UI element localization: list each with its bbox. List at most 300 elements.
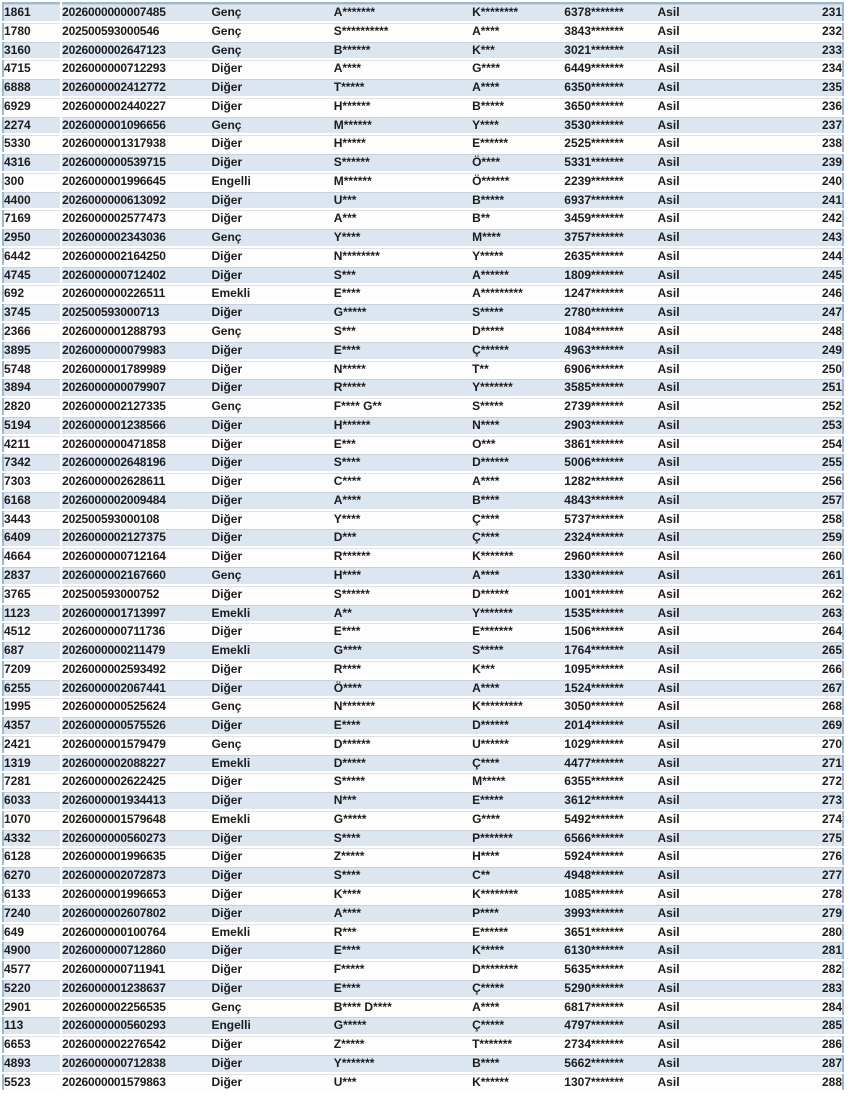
cell-last-name-masked: B**** — [472, 491, 564, 510]
cell-result-status: Asil — [658, 979, 743, 998]
cell-application-number: 2026000000226511 — [61, 284, 211, 303]
cell-result-status: Asil — [658, 472, 743, 491]
cell-draw-order: 263 — [743, 604, 843, 623]
cell-category: Emekli — [211, 641, 333, 660]
cell-queue-number: 4512 — [3, 622, 61, 641]
cell-category: Genç — [211, 322, 333, 341]
cell-first-name-masked: S*** — [334, 322, 472, 341]
cell-result-status: Asil — [658, 1035, 743, 1054]
cell-queue-number: 300 — [3, 172, 61, 191]
cell-id-number-masked: 2903******* — [564, 416, 657, 435]
cell-result-status: Asil — [658, 453, 743, 472]
cell-queue-number: 6409 — [3, 528, 61, 547]
table-row — [3, 697, 843, 716]
cell-application-number: 2026000002577473 — [61, 209, 211, 228]
cell-queue-number: 113 — [3, 1016, 61, 1035]
cell-result-status: Asil — [658, 3, 743, 22]
cell-first-name-masked: G***** — [334, 1016, 472, 1035]
cell-queue-number: 7240 — [3, 904, 61, 923]
cell-first-name-masked: A**** — [334, 59, 472, 78]
cell-result-status: Asil — [658, 960, 743, 979]
cell-first-name-masked: U*** — [334, 1073, 472, 1092]
cell-category: Diğer — [211, 416, 333, 435]
cell-first-name-masked: Z***** — [334, 1035, 472, 1054]
cell-queue-number: 2820 — [3, 397, 61, 416]
cell-category: Diğer — [211, 1054, 333, 1073]
cell-result-status: Asil — [658, 810, 743, 829]
cell-queue-number: 4332 — [3, 829, 61, 848]
cell-first-name-masked: H****** — [334, 97, 472, 116]
cell-category: Diğer — [211, 59, 333, 78]
cell-result-status: Asil — [658, 247, 743, 266]
cell-last-name-masked: K******** — [472, 885, 564, 904]
cell-application-number: 2026000002628611 — [61, 472, 211, 491]
cell-category: Genç — [211, 998, 333, 1017]
cell-result-status: Asil — [658, 585, 743, 604]
cell-category: Emekli — [211, 284, 333, 303]
table-row — [3, 1035, 843, 1054]
cell-draw-order: 252 — [743, 397, 843, 416]
cell-first-name-masked: N*** — [334, 791, 472, 810]
cell-queue-number: 4900 — [3, 941, 61, 960]
table-row — [3, 847, 843, 866]
cell-last-name-masked: E******* — [472, 622, 564, 641]
cell-last-name-masked: C** — [472, 866, 564, 885]
cell-result-status: Asil — [658, 172, 743, 191]
cell-category: Diğer — [211, 528, 333, 547]
cell-queue-number: 4893 — [3, 1054, 61, 1073]
cell-id-number-masked: 5331******* — [564, 153, 657, 172]
cell-draw-order: 237 — [743, 116, 843, 135]
cell-category: Genç — [211, 735, 333, 754]
cell-last-name-masked: G**** — [472, 59, 564, 78]
cell-id-number-masked: 3993******* — [564, 904, 657, 923]
cell-last-name-masked: Ç***** — [472, 979, 564, 998]
cell-last-name-masked: N**** — [472, 416, 564, 435]
table-row — [3, 923, 843, 942]
cell-result-status: Asil — [658, 116, 743, 135]
cell-application-number: 202500593000752 — [61, 585, 211, 604]
cell-first-name-masked: R**** — [334, 660, 472, 679]
cell-id-number-masked: 3651******* — [564, 923, 657, 942]
cell-draw-order: 256 — [743, 472, 843, 491]
table-row — [3, 416, 843, 435]
cell-queue-number: 1861 — [3, 3, 61, 22]
cell-last-name-masked: E***** — [472, 791, 564, 810]
cell-id-number-masked: 3530******* — [564, 116, 657, 135]
cell-first-name-masked: B****** — [334, 41, 472, 60]
cell-category: Diğer — [211, 716, 333, 735]
table-row — [3, 604, 843, 623]
cell-id-number-masked: 1524******* — [564, 679, 657, 698]
cell-category: Emekli — [211, 754, 333, 773]
cell-last-name-masked: B***** — [472, 97, 564, 116]
cell-draw-order: 257 — [743, 491, 843, 510]
cell-draw-order: 274 — [743, 810, 843, 829]
cell-id-number-masked: 6937******* — [564, 191, 657, 210]
cell-application-number: 2026000002167660 — [61, 566, 211, 585]
cell-category: Diğer — [211, 510, 333, 529]
cell-draw-order: 271 — [743, 754, 843, 773]
table-row — [3, 266, 843, 285]
cell-id-number-masked: 4843******* — [564, 491, 657, 510]
cell-first-name-masked: E**** — [334, 284, 472, 303]
cell-category: Diğer — [211, 679, 333, 698]
cell-first-name-masked: Y**** — [334, 510, 472, 529]
cell-first-name-masked: K**** — [334, 885, 472, 904]
cell-id-number-masked: 1809******* — [564, 266, 657, 285]
cell-id-number-masked: 6906******* — [564, 360, 657, 379]
cell-result-status: Asil — [658, 735, 743, 754]
cell-category: Genç — [211, 41, 333, 60]
table-row — [3, 979, 843, 998]
cell-id-number-masked: 5006******* — [564, 453, 657, 472]
cell-application-number: 2026000002009484 — [61, 491, 211, 510]
cell-id-number-masked: 6130******* — [564, 941, 657, 960]
table-row — [3, 566, 843, 585]
cell-draw-order: 267 — [743, 679, 843, 698]
cell-last-name-masked: Ç****** — [472, 341, 564, 360]
cell-queue-number: 6133 — [3, 885, 61, 904]
cell-id-number-masked: 2780******* — [564, 303, 657, 322]
cell-id-number-masked: 1084******* — [564, 322, 657, 341]
table-row — [3, 341, 843, 360]
cell-last-name-masked: A********* — [472, 284, 564, 303]
cell-category: Genç — [211, 228, 333, 247]
cell-id-number-masked: 5737******* — [564, 510, 657, 529]
cell-category: Diğer — [211, 360, 333, 379]
cell-first-name-masked: F**** G** — [334, 397, 472, 416]
cell-application-number: 2026000001288793 — [61, 322, 211, 341]
cell-queue-number: 5220 — [3, 979, 61, 998]
cell-draw-order: 269 — [743, 716, 843, 735]
cell-first-name-masked: Y******* — [334, 1054, 472, 1073]
cell-application-number: 2026000000560293 — [61, 1016, 211, 1035]
cell-draw-order: 261 — [743, 566, 843, 585]
cell-result-status: Asil — [658, 847, 743, 866]
cell-id-number-masked: 2635******* — [564, 247, 657, 266]
table-row — [3, 78, 843, 97]
table-row — [3, 904, 843, 923]
cell-application-number: 2026000002343036 — [61, 228, 211, 247]
cell-first-name-masked: G***** — [334, 303, 472, 322]
cell-queue-number: 3895 — [3, 341, 61, 360]
cell-queue-number: 1070 — [3, 810, 61, 829]
cell-category: Diğer — [211, 979, 333, 998]
cell-application-number: 2026000001238566 — [61, 416, 211, 435]
cell-queue-number: 4400 — [3, 191, 61, 210]
table-row — [3, 322, 843, 341]
cell-application-number: 2026000000712293 — [61, 59, 211, 78]
cell-last-name-masked: K****** — [472, 1073, 564, 1092]
cell-category: Diğer — [211, 209, 333, 228]
cell-last-name-masked: K******* — [472, 547, 564, 566]
cell-result-status: Asil — [658, 660, 743, 679]
table-row — [3, 810, 843, 829]
cell-id-number-masked: 2739******* — [564, 397, 657, 416]
cell-application-number: 2026000001713997 — [61, 604, 211, 623]
cell-last-name-masked: S***** — [472, 303, 564, 322]
cell-category: Diğer — [211, 904, 333, 923]
cell-draw-order: 258 — [743, 510, 843, 529]
cell-id-number-masked: 2324******* — [564, 528, 657, 547]
cell-draw-order: 242 — [743, 209, 843, 228]
cell-first-name-masked: R****** — [334, 547, 472, 566]
cell-queue-number: 2837 — [3, 566, 61, 585]
cell-id-number-masked: 2525******* — [564, 134, 657, 153]
cell-queue-number: 7281 — [3, 772, 61, 791]
cell-id-number-masked: 5924******* — [564, 847, 657, 866]
cell-last-name-masked: Ö****** — [472, 172, 564, 191]
table-row — [3, 191, 843, 210]
cell-draw-order: 270 — [743, 735, 843, 754]
cell-queue-number: 1319 — [3, 754, 61, 773]
cell-draw-order: 276 — [743, 847, 843, 866]
cell-draw-order: 268 — [743, 697, 843, 716]
cell-queue-number: 6929 — [3, 97, 61, 116]
cell-last-name-masked: K*** — [472, 660, 564, 679]
cell-draw-order: 281 — [743, 941, 843, 960]
cell-id-number-masked: 6449******* — [564, 59, 657, 78]
cell-id-number-masked: 2734******* — [564, 1035, 657, 1054]
table-row — [3, 829, 843, 848]
cell-draw-order: 232 — [743, 22, 843, 41]
cell-application-number: 2026000002607802 — [61, 904, 211, 923]
cell-application-number: 2026000002622425 — [61, 772, 211, 791]
cell-first-name-masked: S********** — [334, 22, 472, 41]
cell-first-name-masked: G**** — [334, 641, 472, 660]
cell-application-number: 202500593000713 — [61, 303, 211, 322]
cell-result-status: Asil — [658, 435, 743, 454]
cell-category: Diğer — [211, 1035, 333, 1054]
cell-draw-order: 241 — [743, 191, 843, 210]
cell-id-number-masked: 4963******* — [564, 341, 657, 360]
cell-application-number: 2026000002127335 — [61, 397, 211, 416]
cell-last-name-masked: S***** — [472, 641, 564, 660]
cell-result-status: Asil — [658, 528, 743, 547]
results-table-body — [3, 3, 843, 1091]
table-row — [3, 885, 843, 904]
cell-category: Diğer — [211, 378, 333, 397]
cell-category: Diğer — [211, 1073, 333, 1092]
cell-last-name-masked: O*** — [472, 435, 564, 454]
cell-first-name-masked: H**** — [334, 566, 472, 585]
cell-result-status: Asil — [658, 1016, 743, 1035]
table-row — [3, 472, 843, 491]
cell-queue-number: 4715 — [3, 59, 61, 78]
table-row — [3, 998, 843, 1017]
cell-queue-number: 3894 — [3, 378, 61, 397]
cell-result-status: Asil — [658, 510, 743, 529]
cell-queue-number: 6033 — [3, 791, 61, 810]
cell-draw-order: 272 — [743, 772, 843, 791]
cell-first-name-masked: A**** — [334, 491, 472, 510]
table-row — [3, 772, 843, 791]
cell-queue-number: 5194 — [3, 416, 61, 435]
cell-draw-order: 240 — [743, 172, 843, 191]
cell-category: Diğer — [211, 585, 333, 604]
cell-first-name-masked: T***** — [334, 78, 472, 97]
cell-category: Emekli — [211, 604, 333, 623]
cell-last-name-masked: T** — [472, 360, 564, 379]
cell-draw-order: 238 — [743, 134, 843, 153]
cell-id-number-masked: 5662******* — [564, 1054, 657, 1073]
cell-result-status: Asil — [658, 191, 743, 210]
cell-application-number: 2026000001579479 — [61, 735, 211, 754]
table-row — [3, 941, 843, 960]
cell-result-status: Asil — [658, 97, 743, 116]
cell-result-status: Asil — [658, 59, 743, 78]
cell-draw-order: 287 — [743, 1054, 843, 1073]
cell-application-number: 2026000002067441 — [61, 679, 211, 698]
cell-id-number-masked: 3843******* — [564, 22, 657, 41]
cell-last-name-masked: D***** — [472, 322, 564, 341]
cell-first-name-masked: S**** — [334, 866, 472, 885]
cell-draw-order: 283 — [743, 979, 843, 998]
cell-last-name-masked: K***** — [472, 941, 564, 960]
table-row — [3, 172, 843, 191]
cell-last-name-masked: B** — [472, 209, 564, 228]
cell-application-number: 2026000001996645 — [61, 172, 211, 191]
table-row — [3, 284, 843, 303]
cell-category: Diğer — [211, 885, 333, 904]
cell-application-number: 2026000000613092 — [61, 191, 211, 210]
cell-result-status: Asil — [658, 829, 743, 848]
cell-last-name-masked: U****** — [472, 735, 564, 754]
cell-application-number: 2026000001579648 — [61, 810, 211, 829]
cell-id-number-masked: 3459******* — [564, 209, 657, 228]
table-row — [3, 754, 843, 773]
cell-queue-number: 7303 — [3, 472, 61, 491]
cell-id-number-masked: 1247******* — [564, 284, 657, 303]
cell-last-name-masked: Y******* — [472, 378, 564, 397]
cell-first-name-masked: S***** — [334, 772, 472, 791]
cell-last-name-masked: D****** — [472, 585, 564, 604]
cell-id-number-masked: 1282******* — [564, 472, 657, 491]
cell-last-name-masked: E****** — [472, 134, 564, 153]
cell-first-name-masked: S*** — [334, 266, 472, 285]
cell-result-status: Asil — [658, 547, 743, 566]
cell-draw-order: 234 — [743, 59, 843, 78]
cell-application-number: 2026000002276542 — [61, 1035, 211, 1054]
cell-draw-order: 243 — [743, 228, 843, 247]
cell-category: Emekli — [211, 810, 333, 829]
cell-first-name-masked: N******** — [334, 247, 472, 266]
table-row — [3, 97, 843, 116]
cell-result-status: Asil — [658, 1054, 743, 1073]
cell-id-number-masked: 6566******* — [564, 829, 657, 848]
cell-draw-order: 277 — [743, 866, 843, 885]
cell-queue-number: 4664 — [3, 547, 61, 566]
cell-queue-number: 6653 — [3, 1035, 61, 1054]
cell-application-number: 2026000000711736 — [61, 622, 211, 641]
table-row — [3, 378, 843, 397]
cell-queue-number: 4577 — [3, 960, 61, 979]
table-row — [3, 866, 843, 885]
cell-last-name-masked: A**** — [472, 78, 564, 97]
cell-result-status: Asil — [658, 266, 743, 285]
cell-queue-number: 4211 — [3, 435, 61, 454]
cell-draw-order: 278 — [743, 885, 843, 904]
cell-id-number-masked: 1001******* — [564, 585, 657, 604]
cell-draw-order: 260 — [743, 547, 843, 566]
cell-category: Diğer — [211, 847, 333, 866]
cell-category: Genç — [211, 697, 333, 716]
cell-first-name-masked: N***** — [334, 360, 472, 379]
cell-application-number: 2026000000712402 — [61, 266, 211, 285]
cell-result-status: Asil — [658, 416, 743, 435]
cell-first-name-masked: E**** — [334, 716, 472, 735]
cell-category: Diğer — [211, 78, 333, 97]
cell-result-status: Asil — [658, 697, 743, 716]
cell-category: Diğer — [211, 153, 333, 172]
cell-last-name-masked: P**** — [472, 904, 564, 923]
cell-category: Genç — [211, 22, 333, 41]
cell-queue-number: 5523 — [3, 1073, 61, 1092]
cell-last-name-masked: Ç**** — [472, 754, 564, 773]
cell-result-status: Asil — [658, 322, 743, 341]
cell-draw-order: 264 — [743, 622, 843, 641]
cell-draw-order: 259 — [743, 528, 843, 547]
cell-result-status: Asil — [658, 566, 743, 585]
cell-application-number: 2026000000079907 — [61, 378, 211, 397]
cell-last-name-masked: M***** — [472, 772, 564, 791]
cell-last-name-masked: A**** — [472, 22, 564, 41]
cell-draw-order: 236 — [743, 97, 843, 116]
cell-category: Diğer — [211, 941, 333, 960]
cell-draw-order: 265 — [743, 641, 843, 660]
cell-result-status: Asil — [658, 941, 743, 960]
cell-application-number: 2026000000712860 — [61, 941, 211, 960]
cell-result-status: Asil — [658, 378, 743, 397]
cell-category: Diğer — [211, 866, 333, 885]
table-row — [3, 622, 843, 641]
cell-result-status: Asil — [658, 604, 743, 623]
cell-first-name-masked: F***** — [334, 960, 472, 979]
cell-id-number-masked: 6378******* — [564, 3, 657, 22]
cell-draw-order: 247 — [743, 303, 843, 322]
cell-queue-number: 7342 — [3, 453, 61, 472]
cell-application-number: 2026000001096656 — [61, 116, 211, 135]
cell-application-number: 202500593000108 — [61, 510, 211, 529]
cell-queue-number: 649 — [3, 923, 61, 942]
cell-result-status: Asil — [658, 78, 743, 97]
cell-category: Diğer — [211, 303, 333, 322]
cell-draw-order: 233 — [743, 41, 843, 60]
cell-application-number: 2026000001934413 — [61, 791, 211, 810]
cell-result-status: Asil — [658, 998, 743, 1017]
cell-last-name-masked: Y***** — [472, 247, 564, 266]
cell-first-name-masked: S****** — [334, 585, 472, 604]
cell-first-name-masked: D*** — [334, 528, 472, 547]
cell-last-name-masked: B***** — [472, 191, 564, 210]
cell-draw-order: 262 — [743, 585, 843, 604]
cell-first-name-masked: D****** — [334, 735, 472, 754]
cell-application-number: 2026000002127375 — [61, 528, 211, 547]
cell-first-name-masked: E**** — [334, 622, 472, 641]
cell-queue-number: 6168 — [3, 491, 61, 510]
cell-category: Diğer — [211, 547, 333, 566]
cell-category: Diğer — [211, 660, 333, 679]
cell-id-number-masked: 6817******* — [564, 998, 657, 1017]
cell-last-name-masked: P******* — [472, 829, 564, 848]
cell-queue-number: 5748 — [3, 360, 61, 379]
cell-application-number: 2026000001996653 — [61, 885, 211, 904]
cell-queue-number: 2421 — [3, 735, 61, 754]
cell-queue-number: 4316 — [3, 153, 61, 172]
cell-last-name-masked: A**** — [472, 472, 564, 491]
cell-result-status: Asil — [658, 397, 743, 416]
